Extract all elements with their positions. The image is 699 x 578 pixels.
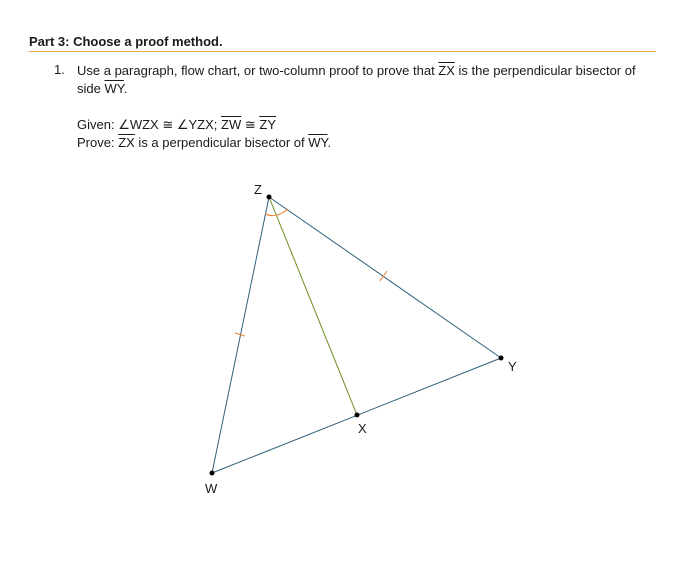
segment-zy: $\overline{ZY}$ (259, 117, 276, 132)
segment-zx: $\overline{ZX}$ (438, 63, 455, 78)
point-x (355, 413, 360, 418)
prove-text: is a perpendicular bisector of (134, 135, 309, 150)
prove-label: Prove: (77, 135, 119, 150)
angle-yzx: ∠YZX (176, 117, 214, 132)
label-y: Y (508, 359, 517, 374)
segment-zx: $\overline{ZX}$ (118, 135, 135, 150)
label-w: W (205, 481, 218, 496)
label-x: X (358, 421, 367, 436)
point-w (210, 471, 215, 476)
question-text-part: . (123, 81, 128, 96)
congruent-symbol: ≅ (241, 117, 260, 132)
question-text-part: side (77, 81, 105, 96)
question-number: 1. (54, 62, 65, 77)
point-y (499, 356, 504, 361)
prove-text: . (327, 135, 332, 150)
given-label: Given: (77, 117, 119, 132)
congruent-symbol: ≅ (158, 117, 177, 132)
bisector-zx (269, 197, 357, 415)
label-z: Z (254, 182, 262, 197)
segment-zw: $\overline{ZW}$ (221, 117, 242, 132)
side-zy (269, 197, 501, 358)
question-text-part: Use a paragraph, flow chart, or two-column proof to prove that (77, 63, 439, 78)
point-z (267, 195, 272, 200)
separator: ; (213, 117, 222, 132)
tick-mark-zy (380, 271, 387, 281)
part-heading: Part 3: Choose a proof method. (29, 34, 223, 49)
segment-wy: $\overline{WY}$ (308, 135, 328, 150)
angle-wzx: ∠WZX (118, 117, 159, 132)
question-text-part: is the perpendicular bisector of (454, 63, 636, 78)
segment-wy: $\overline{WY}$ (104, 81, 124, 96)
